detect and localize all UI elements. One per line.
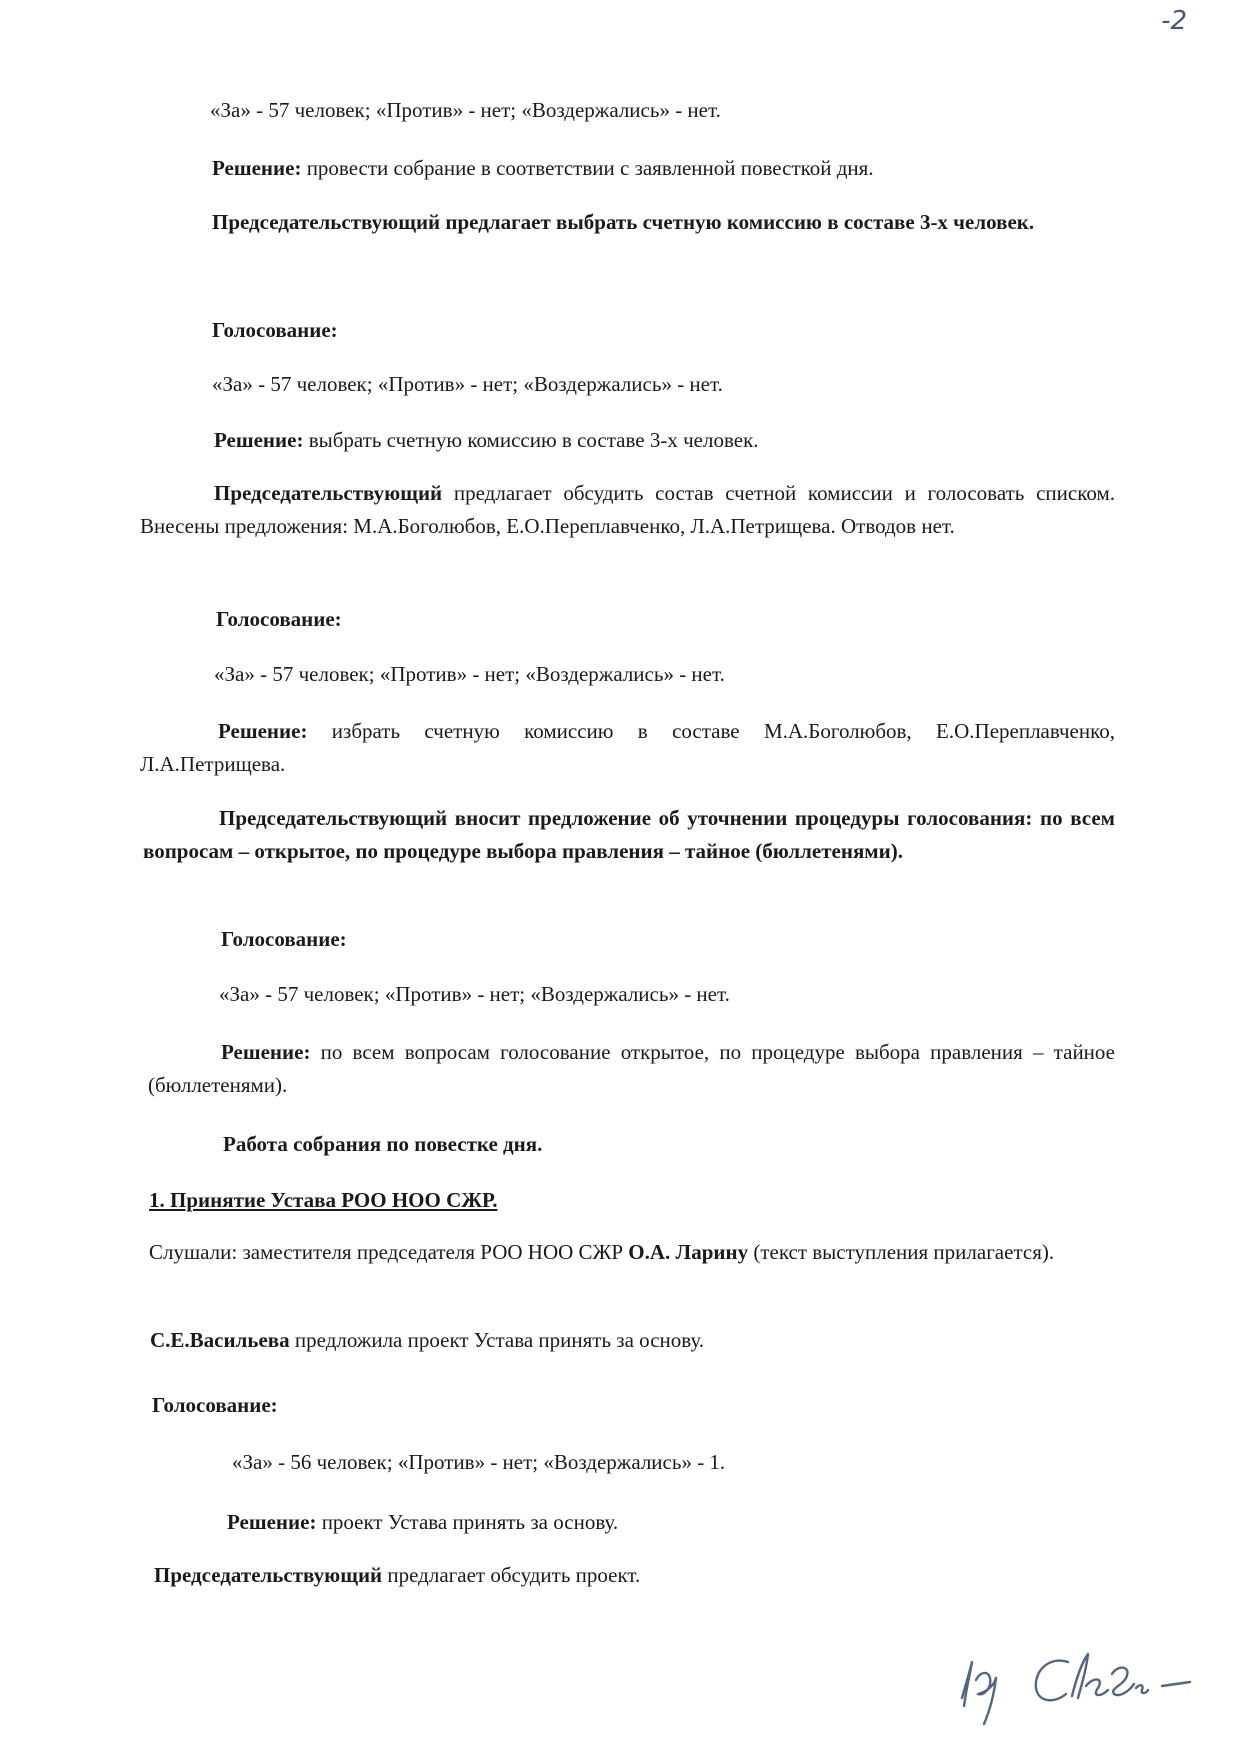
voting-heading-3: Голосование: — [221, 927, 347, 951]
chair-discussion-proposal: Председательствующий предлагает обсудить проект. — [154, 1563, 641, 1587]
decision-1: Решение: провести собрание в соответствии с заявленной повесткой дня. — [212, 156, 874, 180]
heard-speech: Слушали: заместителя председателя РОО НОО СЖР О.А. Ларину (текст выступления прилагается). — [149, 1240, 1055, 1264]
vote-result-1: «За» - 57 человек; «Против» - нет; «Воздержались» - нет. — [210, 98, 721, 122]
decision-2: Решение: выбрать счетную комиссию в составе 3-х человек. — [214, 428, 759, 452]
decision-5: Решение: проект Устава принять за основу. — [227, 1510, 619, 1534]
voting-heading-1: Голосование: — [212, 318, 338, 342]
decision-4: Решение: по всем вопросам голосование открытое, по процедуре выбора правления – тайное (бюллетенями). — [148, 1040, 1115, 1097]
proposal-counting-commission: Председательствующий предлагает выбрать счетную комиссию в составе 3-х человек. — [212, 210, 1035, 234]
voting-heading-4: Голосование: — [152, 1393, 278, 1417]
vote-result-4: «За» - 57 человек; «Против» - нет; «Воздержались» - нет. — [219, 982, 730, 1006]
voting-heading-2: Голосование: — [216, 607, 342, 631]
decision-3: Решение: избрать счетную комиссию в составе М.А.Боголюбов, Е.О.Переплавченко, Л.А.Петрищева. — [140, 719, 1115, 776]
agenda-item-1-title: 1. Принятие Устава РОО НОО СЖР. — [149, 1188, 498, 1212]
handwritten-page-number: -2 — [1161, 6, 1187, 36]
vote-result-2: «За» - 57 человек; «Против» - нет; «Воздержались» - нет. — [212, 372, 723, 396]
vote-result-5: «За» - 56 человек; «Против» - нет; «Воздержались» - 1. — [232, 1450, 726, 1474]
handwritten-signature-icon — [950, 1640, 1200, 1730]
proposal-commission-members: Председательствующий предлагает обсудить состав счетной комиссии и голосовать списком. Внесены предложения: М.А.Боголюбов, Е.О.Переплавченко, Л.А.Петрищева. Отводов нет. — [140, 481, 1115, 538]
vote-result-3: «За» - 57 человек; «Против» - нет; «Воздержались» - нет. — [214, 662, 725, 686]
proposal-voting-procedure: Председательствующий вносит предложение об уточнении процедуры голосования: по всем вопросам – открытое, по процедуре выбора правления – тайное (бюллетенями). — [143, 806, 1115, 863]
agenda-work-heading: Работа собрания по повестке дня. — [223, 1132, 543, 1156]
vasilyeva-proposal: С.Е.Васильева предложила проект Устава принять за основу. — [150, 1328, 705, 1352]
